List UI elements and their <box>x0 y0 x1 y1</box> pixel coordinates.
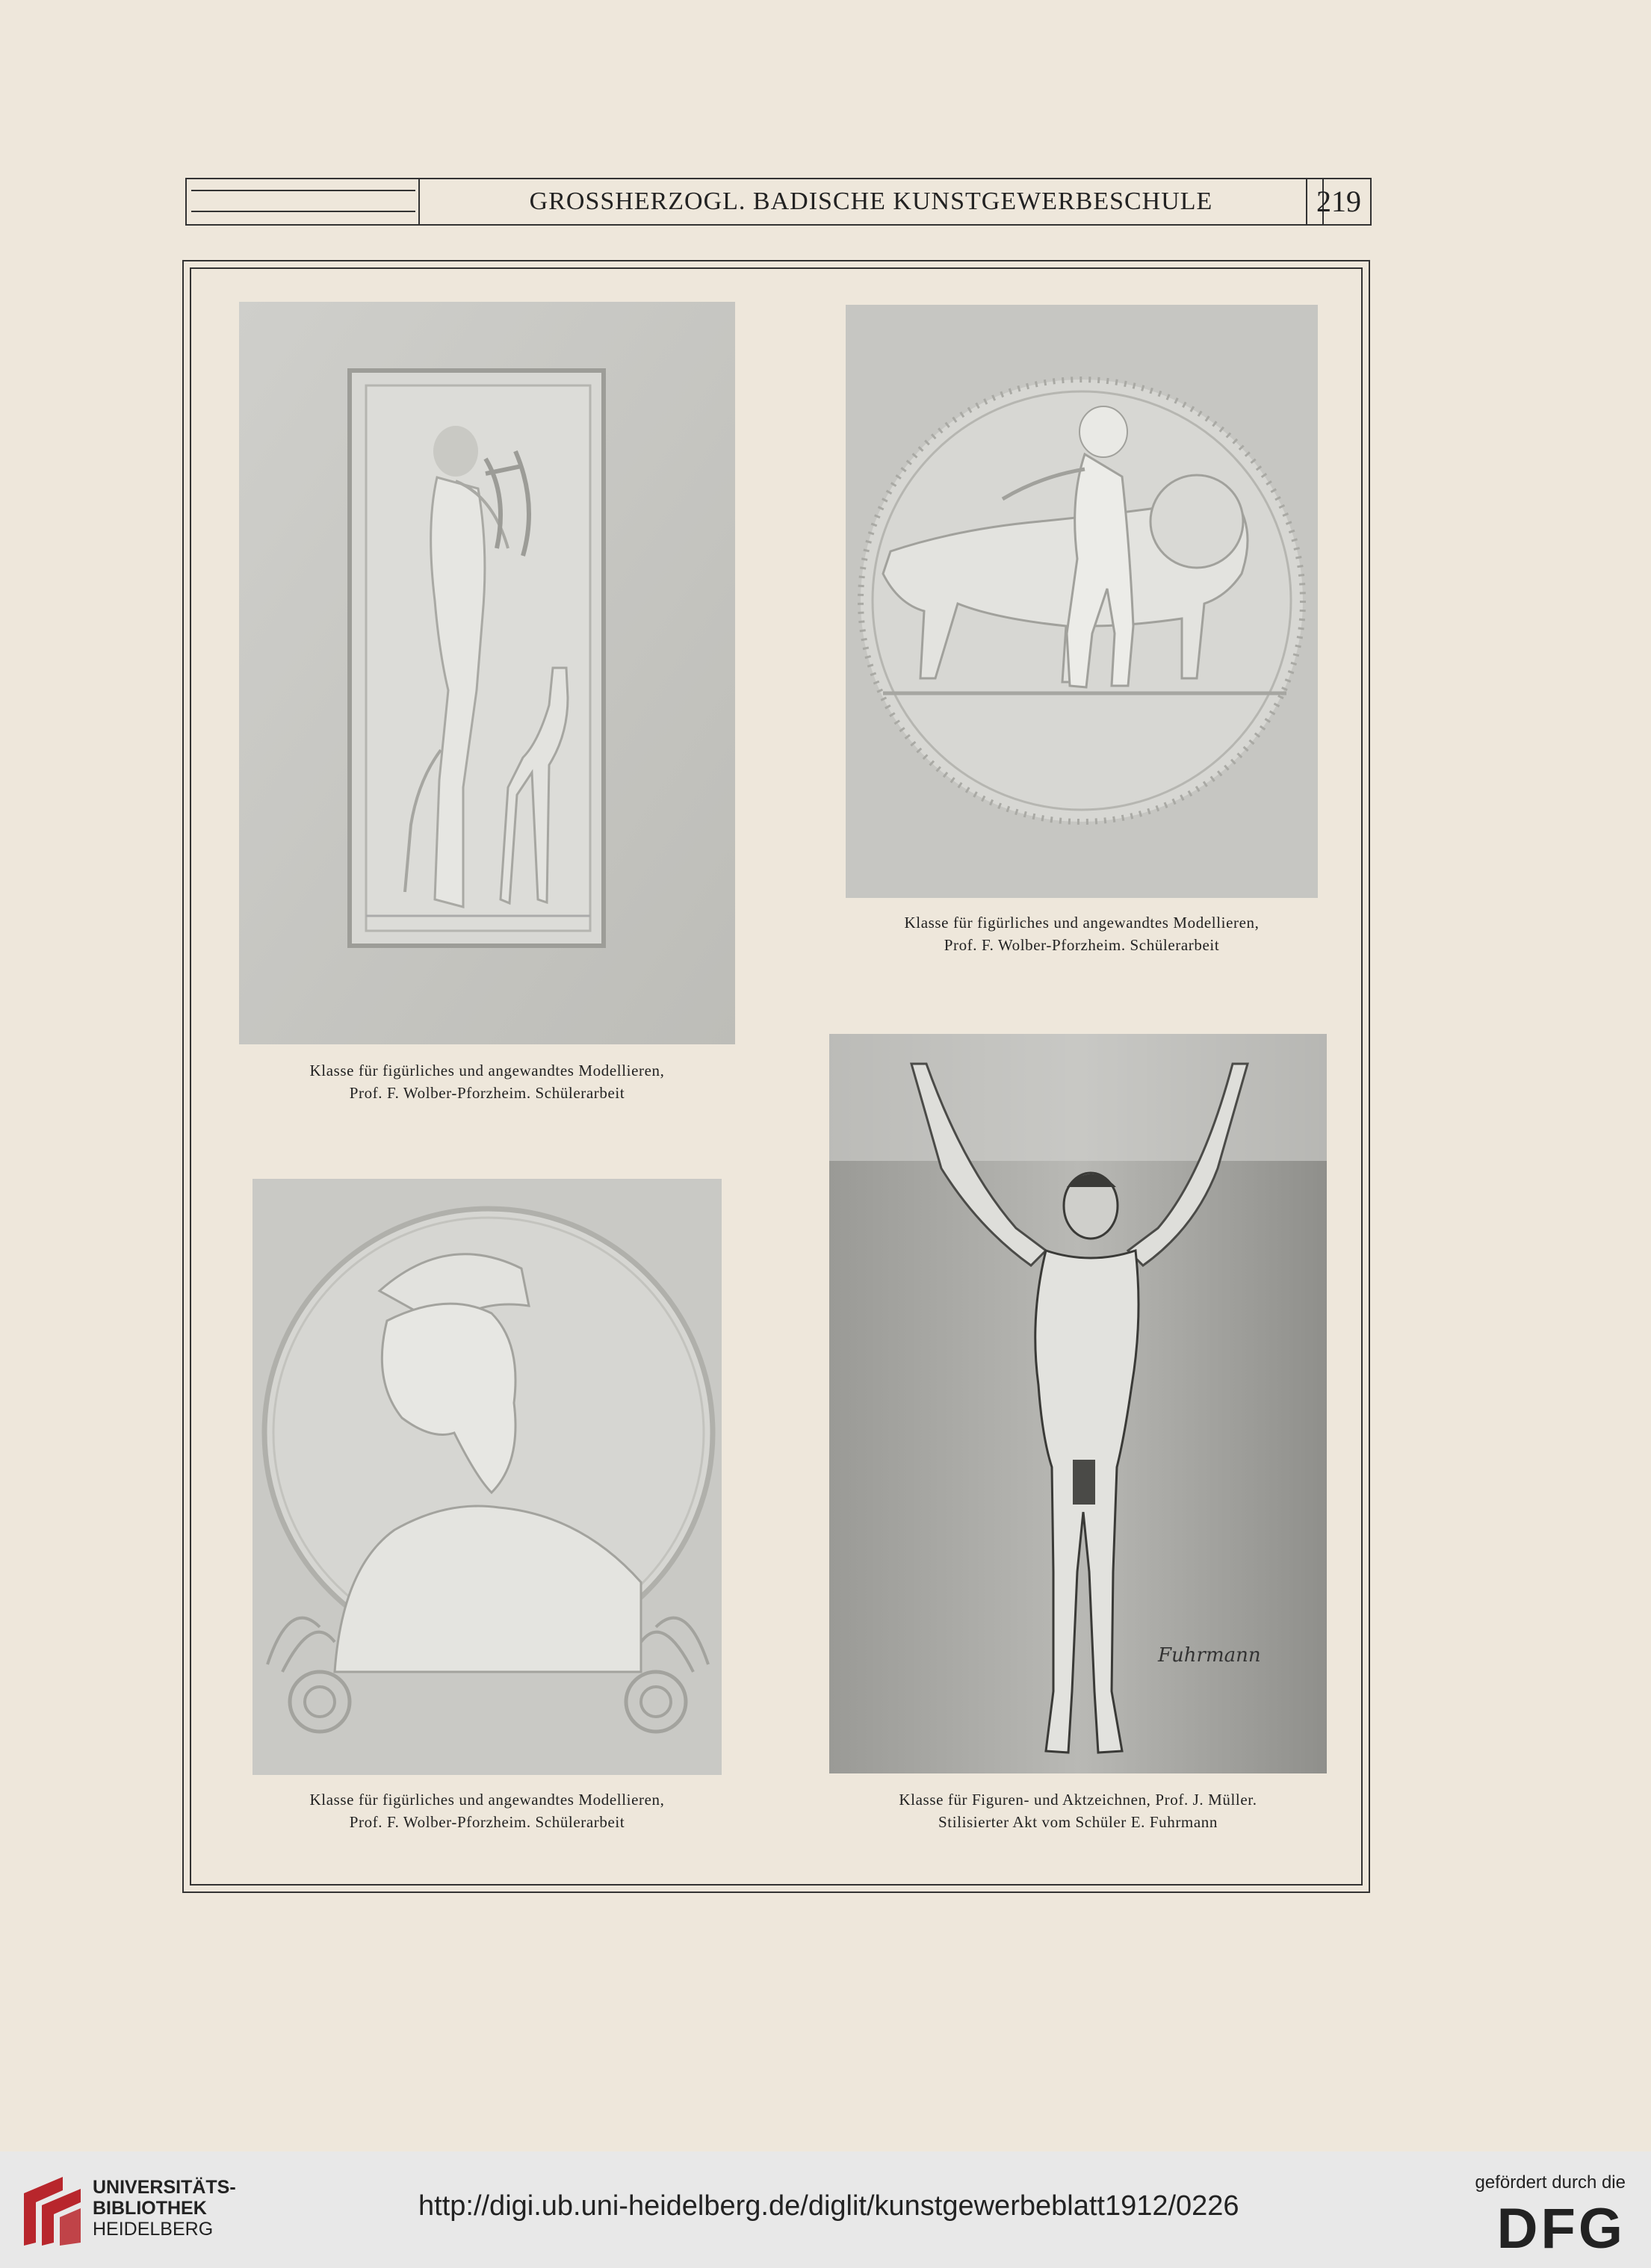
caption-line-2: Prof. F. Wolber-Pforzheim. Schülerarbeit <box>349 1084 625 1102</box>
drawing-photo-nude-figure <box>829 1034 1327 1773</box>
svg-text:Fuhrmann: Fuhrmann <box>1158 1644 1261 1667</box>
library-name-line-1: UNIVERSITÄTS- <box>93 2177 236 2198</box>
library-name <box>93 2177 236 2240</box>
caption-lion-medallion <box>846 911 1318 956</box>
header-title: GROSSHERZOGL. BADISCHE KUNSTGEWERBESCHULE <box>418 179 1324 224</box>
caption-lyre-relief <box>239 1059 735 1104</box>
caption-line-1: Klasse für figürliches und angewandtes Modellieren, <box>904 914 1260 932</box>
caption-figure-drawing <box>829 1788 1327 1833</box>
library-name-line-3: HEIDELBERG <box>93 2219 214 2240</box>
relief-photo-child-lion <box>846 305 1318 898</box>
caption-line-2: Stilisierter Akt vom Schüler E. Fuhrmann <box>938 1813 1218 1831</box>
caption-head-medallion <box>239 1788 735 1833</box>
dfg-logo: DFG <box>1496 2197 1626 2261</box>
caption-line-1: Klasse für figürliches und angewandtes Modellieren, <box>309 1791 665 1809</box>
digital-library-footer <box>0 2151 1651 2268</box>
permalink-url[interactable]: http://digi.ub.uni-heidelberg.de/diglit/kunstgewerbeblatt1912/0226 <box>418 2190 1239 2222</box>
page-number: 219 <box>1306 179 1370 224</box>
relief-photo-lyre-player <box>239 302 735 1044</box>
caption-line-2: Prof. F. Wolber-Pforzheim. Schülerarbeit <box>349 1813 625 1831</box>
caption-line-1: Klasse für Figuren- und Aktzeichnen, Prof. J. Müller. <box>899 1791 1257 1809</box>
library-name-line-2: BIBLIOTHEK <box>93 2198 207 2219</box>
ub-heidelberg-logo-icon <box>18 2171 87 2249</box>
running-header <box>185 178 1372 226</box>
funding-note: gefördert durch die <box>1475 2172 1626 2193</box>
caption-line-1: Klasse für figürliches und angewandtes Modellieren, <box>309 1062 665 1079</box>
relief-photo-helmeted-head <box>253 1179 722 1775</box>
caption-line-2: Prof. F. Wolber-Pforzheim. Schülerarbeit <box>944 936 1220 954</box>
